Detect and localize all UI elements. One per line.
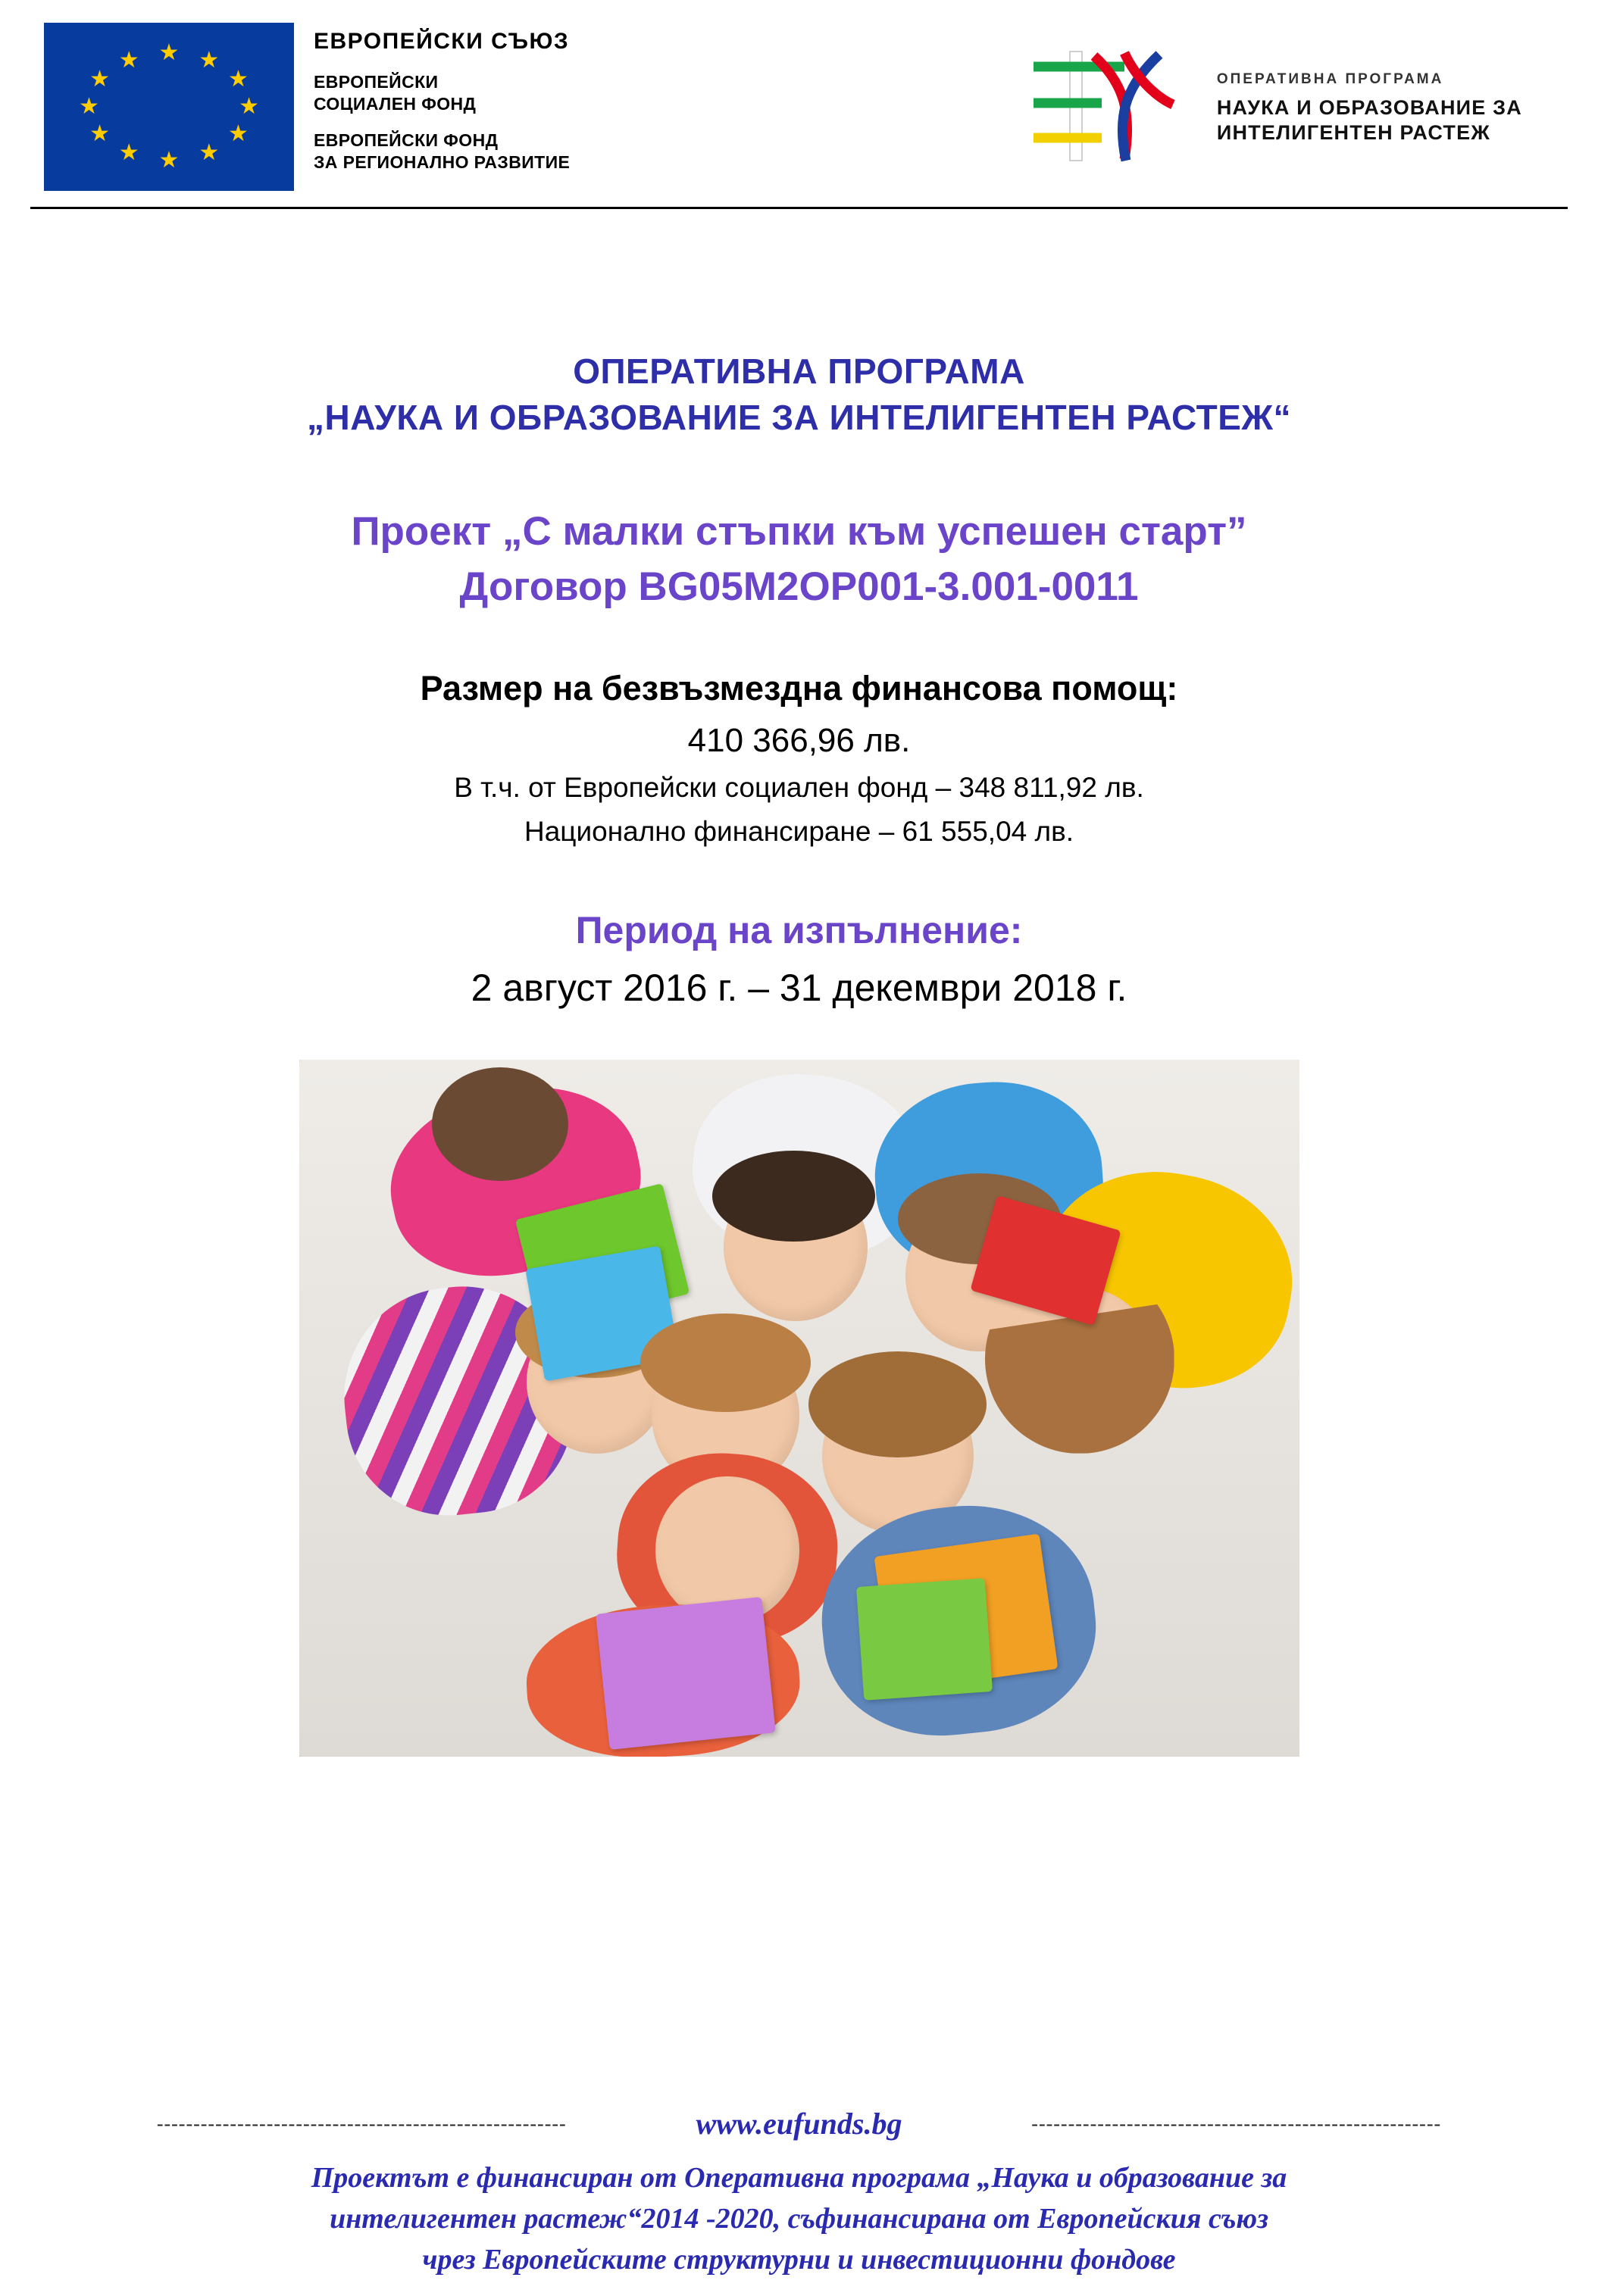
period-value: 2 август 2016 г. – 31 декември 2018 г. xyxy=(471,966,1127,1009)
op-text-block xyxy=(1217,67,1522,145)
footer-dashes-right: -------------------------------------------------------- xyxy=(1031,2112,1442,2135)
document-footer xyxy=(0,2106,1598,2281)
grant-label: Размер на безвъзмездна финансова помощ: xyxy=(420,668,1178,708)
footer-funding-note xyxy=(38,2158,1560,2281)
header-divider xyxy=(30,207,1568,209)
op-name-line1: НАУКА И ОБРАЗОВАНИЕ ЗА xyxy=(1216,96,1522,120)
photo-book xyxy=(855,1578,992,1700)
eu-title: ЕВРОПЕЙСКИ СЪЮЗ xyxy=(314,29,570,54)
photo-child-hair xyxy=(432,1067,568,1181)
photo-child-hair xyxy=(712,1151,875,1242)
footer-note-line1: Проектът е финансиран от Оперативна програма „Наука и образование за xyxy=(311,2162,1287,2194)
eu-emblem-block xyxy=(44,23,570,191)
eufunds-link[interactable]: www.eufunds.bg xyxy=(696,2107,902,2141)
document-body xyxy=(0,348,1598,1757)
photo-child-hair xyxy=(808,1351,987,1457)
eu-fund-erdf xyxy=(314,130,570,174)
eu-fund-esf xyxy=(314,71,570,116)
footer-note-line3: чрез Европейските структурни и инвестиционни фондове xyxy=(422,2244,1176,2276)
photo-book xyxy=(596,1597,776,1750)
op-small-title: ОПЕРАТИВНА ПРОГРАМА xyxy=(1216,71,1444,88)
project-title-line1: Проект „С малки стъпки към успешен старт” xyxy=(351,509,1247,554)
op-ribbon-logo-icon xyxy=(1011,45,1200,167)
op-name-line2: ИНТЕЛИГЕНТЕН РАСТЕЖ xyxy=(1216,121,1490,144)
eu-flag-icon: ★ ★ ★ ★ ★ ★ ★ ★ ★ ★ ★ ★ xyxy=(44,23,294,191)
eu-fund-erdf-line1: ЕВРОПЕЙСКИ ФОНД xyxy=(314,130,499,150)
grant-national-share: Национално финансиране – 61 555,04 лв. xyxy=(524,815,1074,847)
period-label: Период на изпълнение: xyxy=(575,908,1023,951)
eu-text-block xyxy=(314,23,570,188)
project-title xyxy=(68,504,1530,614)
children-photo xyxy=(299,1060,1299,1757)
program-heading xyxy=(68,348,1530,440)
eu-fund-esf-line1: ЕВРОПЕЙСКИ xyxy=(314,72,439,92)
header-logos-row xyxy=(30,23,1568,191)
grant-amount: 410 366,96 лв. xyxy=(687,721,911,759)
photo-child-hair xyxy=(640,1314,811,1412)
footer-url-row xyxy=(38,2106,1560,2141)
document-header xyxy=(0,0,1598,220)
footer-dashes-left: -------------------------------------------------------- xyxy=(156,2112,567,2135)
op-logo-block xyxy=(1011,23,1522,167)
program-heading-line2: „НАУКА И ОБРАЗОВАНИЕ ЗА ИНТЕЛИГЕНТЕН РАСТЕЖ“ xyxy=(307,397,1291,437)
project-contract-number: Договор BG05M2OP001-3.001-0011 xyxy=(459,564,1139,609)
eu-fund-erdf-line2: ЗА РЕГИОНАЛНО РАЗВИТИЕ xyxy=(314,152,571,173)
eu-fund-esf-line2: СОЦИАЛЕН ФОНД xyxy=(314,94,477,114)
program-heading-line1: ОПЕРАТИВНА ПРОГРАМА xyxy=(573,351,1025,391)
footer-note-line2: интелигентен растеж“2014 -2020, съфинансирана от Европейския съюз xyxy=(330,2203,1268,2235)
grant-esf-share: В т.ч. от Европейски социален фонд – 348 811,92 лв. xyxy=(454,771,1144,803)
